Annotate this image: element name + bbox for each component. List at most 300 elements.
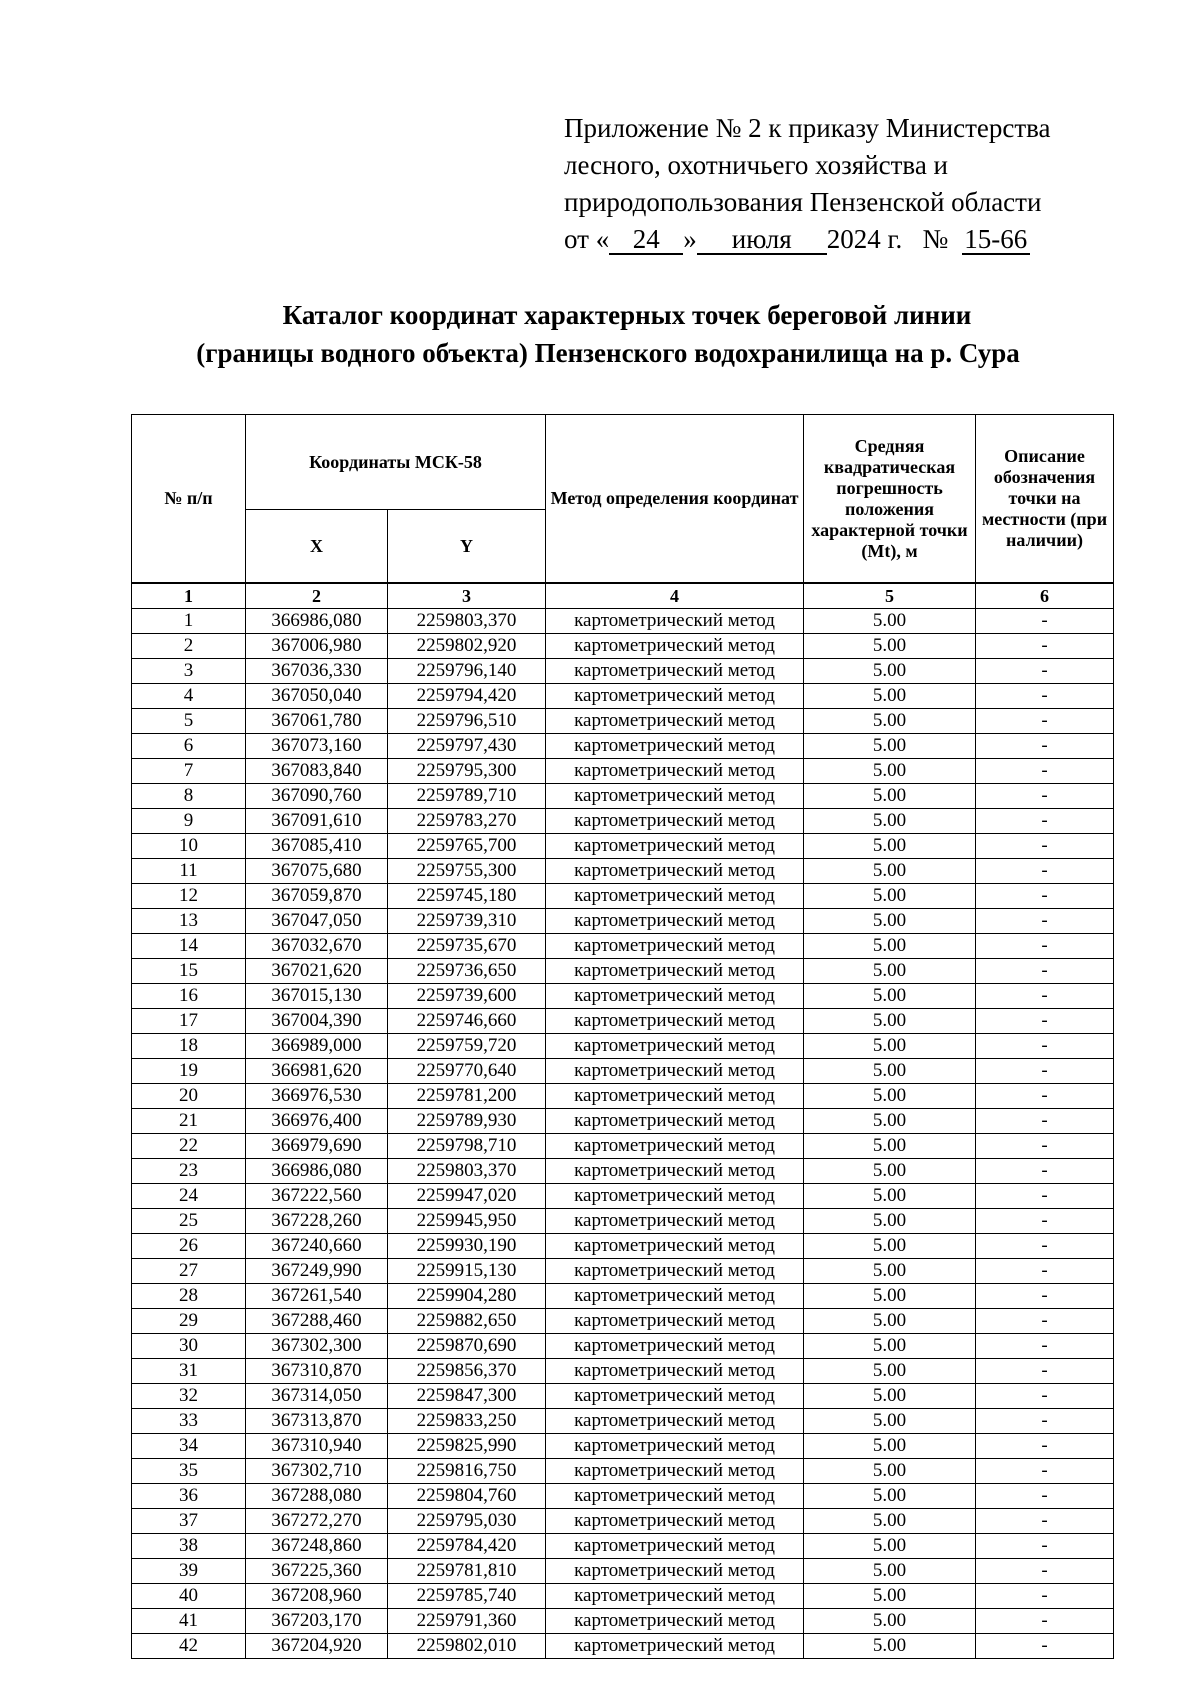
cell-error: 5.00 [804,1284,976,1309]
cell-error: 5.00 [804,784,976,809]
cell-number: 24 [132,1184,246,1209]
cell-x: 367313,870 [246,1409,388,1434]
cell-x: 367085,410 [246,834,388,859]
table-row [132,1009,1114,1034]
cell-x: 367036,330 [246,659,388,684]
cell-description: - [976,834,1114,859]
table-row [132,684,1114,709]
table-row [132,1159,1114,1184]
cell-error: 5.00 [804,709,976,734]
cell-method: картометрический метод [546,1209,804,1234]
cell-error: 5.00 [804,1509,976,1534]
cell-description: - [976,909,1114,934]
cell-description: - [976,684,1114,709]
cell-x: 367204,920 [246,1634,388,1659]
cell-y: 2259816,750 [388,1459,546,1484]
cell-method: картометрический метод [546,684,804,709]
cell-x: 367288,460 [246,1309,388,1334]
cell-x: 367222,560 [246,1184,388,1209]
cell-method: картометрический метод [546,1009,804,1034]
cell-x: 367302,710 [246,1459,388,1484]
cell-number: 41 [132,1609,246,1634]
cell-number: 40 [132,1584,246,1609]
cell-method: картометрический метод [546,1159,804,1184]
cell-error: 5.00 [804,659,976,684]
cell-number: 11 [132,859,246,884]
cell-description: - [976,934,1114,959]
cell-method: картометрический метод [546,1459,804,1484]
cell-method: картометрический метод [546,784,804,809]
cell-description: - [976,1159,1114,1184]
cell-description: - [976,1259,1114,1284]
cell-method: картометрический метод [546,809,804,834]
cell-description: - [976,759,1114,784]
cell-number: 2 [132,634,246,659]
cell-x: 367004,390 [246,1009,388,1034]
cell-y: 2259739,600 [388,984,546,1009]
cell-error: 5.00 [804,884,976,909]
cell-error: 5.00 [804,909,976,934]
cell-y: 2259847,300 [388,1384,546,1409]
table-row [132,1359,1114,1384]
column-number: 1 [132,583,246,609]
cell-description: - [976,859,1114,884]
cell-y: 2259803,370 [388,609,546,634]
cell-x: 367032,670 [246,934,388,959]
table-row [132,934,1114,959]
cell-error: 5.00 [804,1409,976,1434]
cell-number: 35 [132,1459,246,1484]
cell-error: 5.00 [804,809,976,834]
table-row [132,709,1114,734]
cell-method: картометрический метод [546,1034,804,1059]
cell-error: 5.00 [804,1634,976,1659]
cell-method: картометрический метод [546,909,804,934]
table-row [132,1459,1114,1484]
annex-line-2: лесного, охотничьего хозяйства и [564,150,948,180]
table-row [132,1134,1114,1159]
cell-number: 3 [132,659,246,684]
table-row [132,1534,1114,1559]
cell-method: картометрический метод [546,1084,804,1109]
cell-number: 1 [132,609,246,634]
cell-method: картометрический метод [546,934,804,959]
cell-number: 4 [132,684,246,709]
date-mid: » [683,224,697,254]
cell-x: 367091,610 [246,809,388,834]
cell-y: 2259746,660 [388,1009,546,1034]
cell-error: 5.00 [804,1459,976,1484]
table-row [132,1484,1114,1509]
cell-y: 2259795,300 [388,759,546,784]
cell-x: 367248,860 [246,1534,388,1559]
cell-error: 5.00 [804,1334,976,1359]
cell-y: 2259736,650 [388,959,546,984]
table-row [132,759,1114,784]
cell-error: 5.00 [804,1234,976,1259]
cell-y: 2259791,360 [388,1609,546,1634]
table-row [132,1434,1114,1459]
cell-y: 2259804,760 [388,1484,546,1509]
cell-error: 5.00 [804,1034,976,1059]
title-line-1: Каталог координат характерных точек береговой линии [282,300,972,330]
order-number: 15-66 [962,225,1030,255]
cell-method: картометрический метод [546,1609,804,1634]
cell-x: 367302,300 [246,1334,388,1359]
table-row [132,659,1114,684]
cell-description: - [976,1434,1114,1459]
cell-y: 2259765,700 [388,834,546,859]
cell-error: 5.00 [804,1384,976,1409]
cell-number: 34 [132,1434,246,1459]
cell-y: 2259833,250 [388,1409,546,1434]
cell-method: картометрический метод [546,1134,804,1159]
cell-y: 2259735,670 [388,934,546,959]
cell-error: 5.00 [804,1209,976,1234]
cell-description: - [976,634,1114,659]
cell-number: 14 [132,934,246,959]
table-row [132,1634,1114,1659]
cell-x: 367228,260 [246,1209,388,1234]
cell-y: 2259795,030 [388,1509,546,1534]
cell-error: 5.00 [804,634,976,659]
table-row [132,1609,1114,1634]
cell-x: 367047,050 [246,909,388,934]
cell-error: 5.00 [804,834,976,859]
cell-y: 2259798,710 [388,1134,546,1159]
cell-description: - [976,809,1114,834]
cell-x: 367021,620 [246,959,388,984]
cell-description: - [976,709,1114,734]
table-row [132,1284,1114,1309]
table-row [132,634,1114,659]
cell-description: - [976,1109,1114,1134]
cell-number: 6 [132,734,246,759]
cell-y: 2259794,420 [388,684,546,709]
cell-number: 25 [132,1209,246,1234]
cell-y: 2259781,810 [388,1559,546,1584]
cell-description: - [976,659,1114,684]
cell-x: 367075,680 [246,859,388,884]
cell-error: 5.00 [804,1159,976,1184]
table-row [132,1334,1114,1359]
cell-method: картометрический метод [546,1534,804,1559]
header-coordinates: Координаты МСК-58 [246,415,546,510]
cell-method: картометрический метод [546,1409,804,1434]
cell-method: картометрический метод [546,959,804,984]
cell-number: 22 [132,1134,246,1159]
table-row [132,1059,1114,1084]
cell-x: 367073,160 [246,734,388,759]
cell-error: 5.00 [804,734,976,759]
date-prefix: от « [564,224,610,254]
cell-description: - [976,1009,1114,1034]
cell-number: 37 [132,1509,246,1534]
table-row [132,1109,1114,1134]
cell-number: 20 [132,1084,246,1109]
cell-x: 367225,360 [246,1559,388,1584]
column-number: 2 [246,583,388,609]
cell-method: картометрический метод [546,1634,804,1659]
cell-description: - [976,884,1114,909]
cell-method: картометрический метод [546,1484,804,1509]
cell-number: 27 [132,1259,246,1284]
cell-method: картометрический метод [546,1559,804,1584]
cell-y: 2259915,130 [388,1259,546,1284]
cell-description: - [976,1334,1114,1359]
cell-method: картометрический метод [546,1284,804,1309]
cell-error: 5.00 [804,1184,976,1209]
cell-x: 367015,130 [246,984,388,1009]
cell-description: - [976,1234,1114,1259]
date-year: 2024 г. [826,224,903,254]
date-month: июля [697,225,827,255]
cell-description: - [976,959,1114,984]
cell-number: 23 [132,1159,246,1184]
cell-y: 2259789,710 [388,784,546,809]
cell-description: - [976,1209,1114,1234]
cell-error: 5.00 [804,934,976,959]
cell-error: 5.00 [804,1534,976,1559]
cell-y: 2259930,190 [388,1234,546,1259]
table-row [132,784,1114,809]
cell-y: 2259904,280 [388,1284,546,1309]
table-row [132,1309,1114,1334]
table-row [132,834,1114,859]
cell-error: 5.00 [804,759,976,784]
cell-number: 8 [132,784,246,809]
cell-x: 367261,540 [246,1284,388,1309]
cell-y: 2259802,010 [388,1634,546,1659]
cell-y: 2259784,420 [388,1534,546,1559]
cell-method: картометрический метод [546,734,804,759]
cell-error: 5.00 [804,1134,976,1159]
header-method: Метод определения координат [546,415,804,584]
cell-y: 2259803,370 [388,1159,546,1184]
table-row [132,1559,1114,1584]
cell-error: 5.00 [804,684,976,709]
cell-number: 9 [132,809,246,834]
cell-number: 42 [132,1634,246,1659]
cell-x: 367272,270 [246,1509,388,1534]
cell-number: 12 [132,884,246,909]
cell-description: - [976,1184,1114,1209]
table-row [132,1584,1114,1609]
cell-description: - [976,984,1114,1009]
cell-x: 366986,080 [246,609,388,634]
cell-error: 5.00 [804,859,976,884]
cell-number: 7 [132,759,246,784]
cell-description: - [976,1559,1114,1584]
cell-x: 366989,000 [246,1034,388,1059]
cell-description: - [976,1359,1114,1384]
cell-number: 30 [132,1334,246,1359]
cell-number: 21 [132,1109,246,1134]
table-body [132,609,1114,1659]
cell-description: - [976,1409,1114,1434]
cell-x: 367310,940 [246,1434,388,1459]
annex-date-line [564,221,1084,258]
cell-y: 2259947,020 [388,1184,546,1209]
column-number: 4 [546,583,804,609]
cell-method: картометрический метод [546,1334,804,1359]
cell-error: 5.00 [804,1434,976,1459]
cell-x: 366981,620 [246,1059,388,1084]
cell-x: 367203,170 [246,1609,388,1634]
cell-method: картометрический метод [546,1359,804,1384]
cell-number: 13 [132,909,246,934]
cell-method: картометрический метод [546,1109,804,1134]
cell-error: 5.00 [804,1609,976,1634]
cell-y: 2259825,990 [388,1434,546,1459]
cell-error: 5.00 [804,984,976,1009]
cell-number: 29 [132,1309,246,1334]
cell-error: 5.00 [804,1009,976,1034]
header-description: Описание обозначения точки на местности (при наличии) [976,415,1114,584]
cell-y: 2259759,720 [388,1034,546,1059]
cell-description: - [976,784,1114,809]
cell-y: 2259781,200 [388,1084,546,1109]
annex-line-3: природопользования Пензенской области [564,187,1042,217]
column-number: 5 [804,583,976,609]
cell-x: 367208,960 [246,1584,388,1609]
cell-y: 2259739,310 [388,909,546,934]
table-row [132,884,1114,909]
cell-description: - [976,1534,1114,1559]
number-sign: № [922,224,949,254]
cell-description: - [976,1584,1114,1609]
cell-y: 2259856,370 [388,1359,546,1384]
cell-x: 367240,660 [246,1234,388,1259]
table-row [132,959,1114,984]
table-row [132,734,1114,759]
column-number: 3 [388,583,546,609]
table-row [132,1034,1114,1059]
cell-description: - [976,1509,1114,1534]
cell-description: - [976,1609,1114,1634]
table-row [132,1084,1114,1109]
cell-description: - [976,1059,1114,1084]
cell-x: 366976,400 [246,1109,388,1134]
table-row [132,609,1114,634]
cell-y: 2259755,300 [388,859,546,884]
cell-number: 36 [132,1484,246,1509]
cell-description: - [976,1634,1114,1659]
cell-x: 367310,870 [246,1359,388,1384]
cell-description: - [976,1084,1114,1109]
cell-number: 31 [132,1359,246,1384]
cell-y: 2259797,430 [388,734,546,759]
cell-number: 32 [132,1384,246,1409]
cell-x: 367249,990 [246,1259,388,1284]
table-row [132,859,1114,884]
table-row [132,809,1114,834]
cell-method: картометрический метод [546,1309,804,1334]
header-x: X [246,510,388,584]
cell-y: 2259783,270 [388,809,546,834]
cell-method: картометрический метод [546,884,804,909]
cell-method: картометрический метод [546,1509,804,1534]
cell-error: 5.00 [804,1084,976,1109]
cell-number: 15 [132,959,246,984]
header-error: Средняя квадратическая погрешность положения характерной точки (Mt), м [804,415,976,584]
cell-y: 2259796,140 [388,659,546,684]
table-row [132,1409,1114,1434]
table-row [132,1259,1114,1284]
cell-method: картометрический метод [546,1434,804,1459]
table-row [132,1184,1114,1209]
cell-number: 38 [132,1534,246,1559]
cell-description: - [976,1309,1114,1334]
date-day: 24 [609,225,683,255]
cell-number: 26 [132,1234,246,1259]
cell-number: 17 [132,1009,246,1034]
cell-error: 5.00 [804,1559,976,1584]
cell-description: - [976,1284,1114,1309]
cell-error: 5.00 [804,1584,976,1609]
cell-method: картометрический метод [546,1384,804,1409]
cell-x: 367061,780 [246,709,388,734]
cell-method: картометрический метод [546,859,804,884]
cell-description: - [976,1384,1114,1409]
cell-description: - [976,609,1114,634]
table-row [132,1509,1114,1534]
table-row [132,984,1114,1009]
cell-y: 2259770,640 [388,1059,546,1084]
cell-x: 367314,050 [246,1384,388,1409]
cell-number: 18 [132,1034,246,1059]
cell-description: - [976,1484,1114,1509]
cell-description: - [976,1459,1114,1484]
cell-method: картометрический метод [546,1259,804,1284]
header-num: № п/п [132,415,246,584]
cell-y: 2259945,950 [388,1209,546,1234]
cell-x: 367083,840 [246,759,388,784]
cell-method: картометрический метод [546,1059,804,1084]
cell-y: 2259882,650 [388,1309,546,1334]
cell-number: 19 [132,1059,246,1084]
cell-method: картометрический метод [546,759,804,784]
cell-error: 5.00 [804,1109,976,1134]
cell-method: картометрический метод [546,984,804,1009]
cell-method: картометрический метод [546,634,804,659]
cell-method: картометрический метод [546,1184,804,1209]
cell-x: 366976,530 [246,1084,388,1109]
cell-number: 5 [132,709,246,734]
table-row [132,909,1114,934]
cell-error: 5.00 [804,959,976,984]
coordinates-table [131,414,1114,1659]
cell-description: - [976,734,1114,759]
cell-number: 39 [132,1559,246,1584]
cell-error: 5.00 [804,609,976,634]
cell-x: 367090,760 [246,784,388,809]
cell-method: картометрический метод [546,709,804,734]
cell-number: 10 [132,834,246,859]
cell-x: 367059,870 [246,884,388,909]
annex-line-1: Приложение № 2 к приказу Министерства [564,113,1051,143]
cell-number: 28 [132,1284,246,1309]
cell-x: 367050,040 [246,684,388,709]
cell-description: - [976,1134,1114,1159]
cell-error: 5.00 [804,1259,976,1284]
cell-error: 5.00 [804,1059,976,1084]
cell-y: 2259796,510 [388,709,546,734]
column-number: 6 [976,583,1114,609]
order-annex-header [564,110,1084,258]
cell-y: 2259870,690 [388,1334,546,1359]
table-row [132,1234,1114,1259]
